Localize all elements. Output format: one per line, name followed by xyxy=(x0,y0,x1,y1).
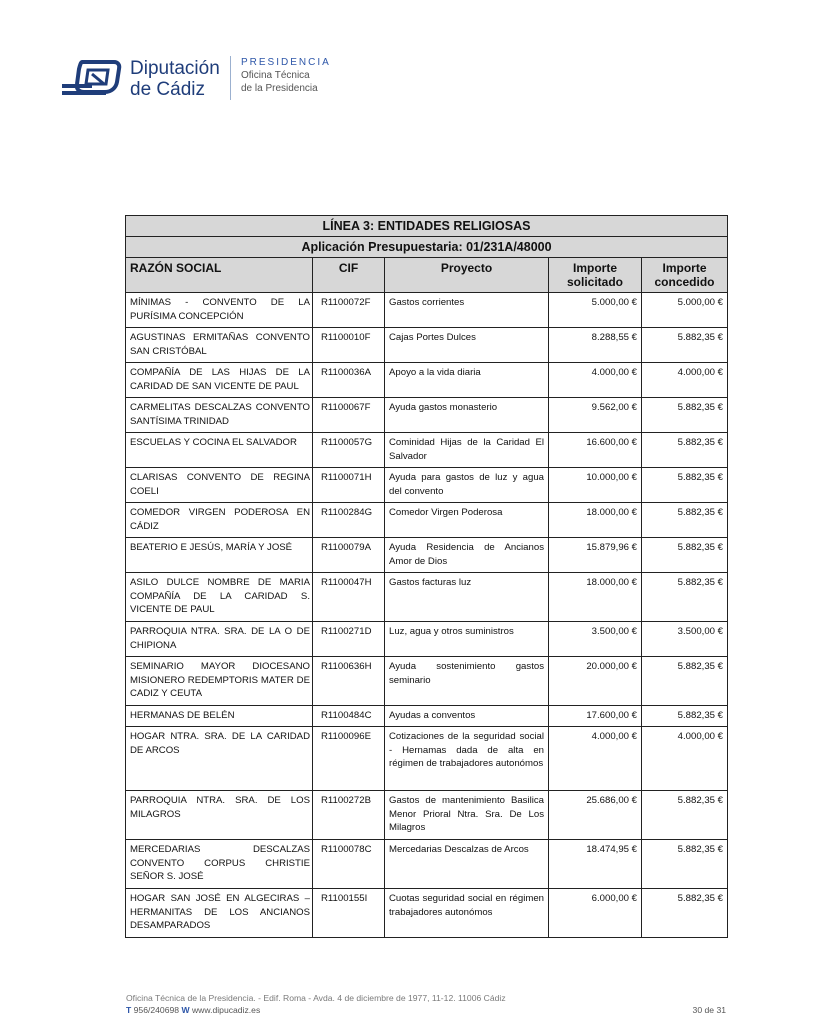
cell-razon-social: CARMELITAS DESCALZAS CONVENTO SANTÍSIMA TRINIDAD xyxy=(126,398,313,433)
cell-razon-social: CLARISAS CONVENTO DE REGINA COELI xyxy=(126,468,313,503)
dept-line2: de la Presidencia xyxy=(241,83,318,94)
table-row xyxy=(126,433,728,468)
cell-importe-solicitado: 18.000,00 € xyxy=(549,503,642,538)
cell-proyecto: Apoyo a la vida diaria xyxy=(385,363,549,398)
cell-importe-solicitado: 20.000,00 € xyxy=(549,657,642,706)
cell-importe-solicitado: 15.879,96 € xyxy=(549,538,642,573)
cell-razon-social: HOGAR SAN JOSÉ EN ALGECIRAS – HERMANITAS DE LOS ANCIANOS DESAMPARADOS xyxy=(126,889,313,938)
cell-cif: R1100057G xyxy=(313,433,385,468)
cell-razon-social: MERCEDARIAS DESCALZAS CONVENTO CORPUS CHRISTIE SEÑOR S. JOSÉ xyxy=(126,840,313,889)
cell-cif: R1100067F xyxy=(313,398,385,433)
cell-importe-concedido: 4.000,00 € xyxy=(642,363,728,398)
table-row xyxy=(126,538,728,573)
cell-cif: R1100079A xyxy=(313,538,385,573)
footer-address: Oficina Técnica de la Presidencia. - Edif. Roma - Avda. 4 de diciembre de 1977, 11-12. 11006 Cádiz xyxy=(126,993,506,1003)
cell-importe-concedido: 5.000,00 € xyxy=(642,293,728,328)
col-header-razon-social: RAZÓN SOCIAL xyxy=(126,258,313,293)
cell-razon-social: COMEDOR VIRGEN PODEROSA EN CÁDIZ xyxy=(126,503,313,538)
grants-table xyxy=(125,215,728,938)
table-row xyxy=(126,293,728,328)
cell-importe-solicitado: 6.000,00 € xyxy=(549,889,642,938)
cell-proyecto: Gastos corrientes xyxy=(385,293,549,328)
diputacion-logo-icon xyxy=(62,60,124,100)
cell-importe-concedido: 5.882,35 € xyxy=(642,468,728,503)
cell-importe-concedido: 5.882,35 € xyxy=(642,538,728,573)
cell-razon-social: SEMINARIO MAYOR DIOCESANO MISIONERO REDEMPTORIS MATER DE CADIZ Y CEUTA xyxy=(126,657,313,706)
page-number: 30 de 31 xyxy=(692,1005,726,1015)
cell-cif: R1100071H xyxy=(313,468,385,503)
col-header-proyecto: Proyecto xyxy=(385,258,549,293)
table-row xyxy=(126,657,728,706)
phone-label: T xyxy=(126,1005,132,1015)
cell-importe-solicitado: 4.000,00 € xyxy=(549,363,642,398)
cell-razon-social: ASILO DULCE NOMBRE DE MARIA COMPAÑÍA DE LA CARIDAD S. VICENTE DE PAUL xyxy=(126,573,313,622)
cell-importe-concedido: 5.882,35 € xyxy=(642,398,728,433)
org-name-line2: de Cádiz xyxy=(130,79,205,100)
table-subtitle: Aplicación Presupuestaria: 01/231A/48000 xyxy=(126,237,728,258)
table-row xyxy=(126,328,728,363)
cell-proyecto: Comedor Virgen Poderosa xyxy=(385,503,549,538)
letterhead xyxy=(62,52,382,108)
cell-proyecto: Mercedarias Descalzas de Arcos xyxy=(385,840,549,889)
cell-importe-concedido: 4.000,00 € xyxy=(642,727,728,791)
header-divider xyxy=(230,56,231,100)
cell-cif: R1100036A xyxy=(313,363,385,398)
cell-proyecto: Cominidad Hijas de la Caridad El Salvador xyxy=(385,433,549,468)
cell-importe-solicitado: 18.474,95 € xyxy=(549,840,642,889)
cell-importe-concedido: 3.500,00 € xyxy=(642,622,728,657)
cell-importe-concedido: 5.882,35 € xyxy=(642,840,728,889)
cell-proyecto: Cuotas seguridad social en régimen trabajadores autonómos xyxy=(385,889,549,938)
cell-importe-concedido: 5.882,35 € xyxy=(642,573,728,622)
cell-importe-concedido: 5.882,35 € xyxy=(642,503,728,538)
dept-line1: Oficina Técnica xyxy=(241,70,310,81)
cell-cif: R1100010F xyxy=(313,328,385,363)
col-header-cif: CIF xyxy=(313,258,385,293)
cell-importe-concedido: 5.882,35 € xyxy=(642,889,728,938)
cell-importe-solicitado: 8.288,55 € xyxy=(549,328,642,363)
table-row xyxy=(126,791,728,840)
cell-cif: R1100272B xyxy=(313,791,385,840)
cell-proyecto: Ayuda Residencia de Ancianos Amor de Dios xyxy=(385,538,549,573)
cell-proyecto: Ayuda sostenimiento gastos seminario xyxy=(385,657,549,706)
org-name xyxy=(130,58,220,100)
cell-importe-solicitado: 9.562,00 € xyxy=(549,398,642,433)
cell-importe-solicitado: 16.600,00 € xyxy=(549,433,642,468)
page-footer xyxy=(126,992,726,1016)
dept-title: PRESIDENCIA xyxy=(241,57,331,68)
table-row xyxy=(126,503,728,538)
cell-proyecto: Luz, agua y otros suministros xyxy=(385,622,549,657)
col-header-importe-solicitado: Importe solicitado xyxy=(549,258,642,293)
web-label: W xyxy=(181,1005,190,1015)
table-row xyxy=(126,889,728,938)
cell-razon-social: PARROQUIA NTRA. SRA. DE LA O DE CHIPIONA xyxy=(126,622,313,657)
cell-importe-solicitado: 5.000,00 € xyxy=(549,293,642,328)
cell-proyecto: Ayudas a conventos xyxy=(385,706,549,727)
header-row xyxy=(126,258,728,293)
table-row xyxy=(126,706,728,727)
cell-cif: R1100078C xyxy=(313,840,385,889)
cell-razon-social: HERMANAS DE BELÉN xyxy=(126,706,313,727)
cell-proyecto: Gastos de mantenimiento Basilica Menor Prioral Ntra. Sra. De Los Milagros xyxy=(385,791,549,840)
table-row xyxy=(126,573,728,622)
cell-cif: R1100096E xyxy=(313,727,385,791)
cell-razon-social: BEATERIO E JESÚS, MARÍA Y JOSÉ xyxy=(126,538,313,573)
cell-razon-social: HOGAR NTRA. SRA. DE LA CARIDAD DE ARCOS xyxy=(126,727,313,791)
table-row xyxy=(126,727,728,791)
cell-proyecto: Gastos facturas luz xyxy=(385,573,549,622)
cell-importe-solicitado: 18.000,00 € xyxy=(549,573,642,622)
cell-cif: R1100155I xyxy=(313,889,385,938)
cell-razon-social: AGUSTINAS ERMITAÑAS CONVENTO SAN CRISTÓBAL xyxy=(126,328,313,363)
cell-importe-solicitado: 10.000,00 € xyxy=(549,468,642,503)
cell-razon-social: ESCUELAS Y COCINA EL SALVADOR xyxy=(126,433,313,468)
cell-proyecto: Cotizaciones de la seguridad social - Hernamas dada de alta en régimen de trabajadores autonómos xyxy=(385,727,549,791)
cell-razon-social: PARROQUIA NTRA. SRA. DE LOS MILAGROS xyxy=(126,791,313,840)
table-row xyxy=(126,840,728,889)
col-header-importe-concedido: Importe concedido xyxy=(642,258,728,293)
cell-importe-solicitado: 25.686,00 € xyxy=(549,791,642,840)
table-row xyxy=(126,363,728,398)
cell-importe-concedido: 5.882,35 € xyxy=(642,657,728,706)
cell-importe-concedido: 5.882,35 € xyxy=(642,706,728,727)
cell-importe-concedido: 5.882,35 € xyxy=(642,433,728,468)
cell-importe-concedido: 5.882,35 € xyxy=(642,791,728,840)
footer-contact xyxy=(126,1004,726,1016)
phone-number: 956/240698 xyxy=(133,1005,180,1015)
cell-proyecto: Ayuda gastos monasterio xyxy=(385,398,549,433)
cell-cif: R1100072F xyxy=(313,293,385,328)
cell-cif: R1100271D xyxy=(313,622,385,657)
cell-importe-solicitado: 4.000,00 € xyxy=(549,727,642,791)
web-link[interactable]: www.dipucadiz.es xyxy=(191,1005,261,1015)
cell-importe-solicitado: 3.500,00 € xyxy=(549,622,642,657)
table-row xyxy=(126,468,728,503)
cell-cif: R1100484C xyxy=(313,706,385,727)
department xyxy=(241,56,331,95)
cell-proyecto: Cajas Portes Dulces xyxy=(385,328,549,363)
cell-proyecto: Ayuda para gastos de luz y agua del convento xyxy=(385,468,549,503)
cell-importe-solicitado: 17.600,00 € xyxy=(549,706,642,727)
table-row xyxy=(126,398,728,433)
table-row xyxy=(126,622,728,657)
cell-razon-social: COMPAÑÍA DE LAS HIJAS DE LA CARIDAD DE SAN VICENTE DE PAUL xyxy=(126,363,313,398)
table-title: LÍNEA 3: ENTIDADES RELIGIOSAS xyxy=(126,216,728,237)
cell-cif: R1100636H xyxy=(313,657,385,706)
cell-importe-concedido: 5.882,35 € xyxy=(642,328,728,363)
cell-razon-social: MÍNIMAS - CONVENTO DE LA PURÍSIMA CONCEPCIÓN xyxy=(126,293,313,328)
cell-cif: R1100284G xyxy=(313,503,385,538)
cell-cif: R1100047H xyxy=(313,573,385,622)
org-name-line1: Diputación xyxy=(130,58,220,79)
